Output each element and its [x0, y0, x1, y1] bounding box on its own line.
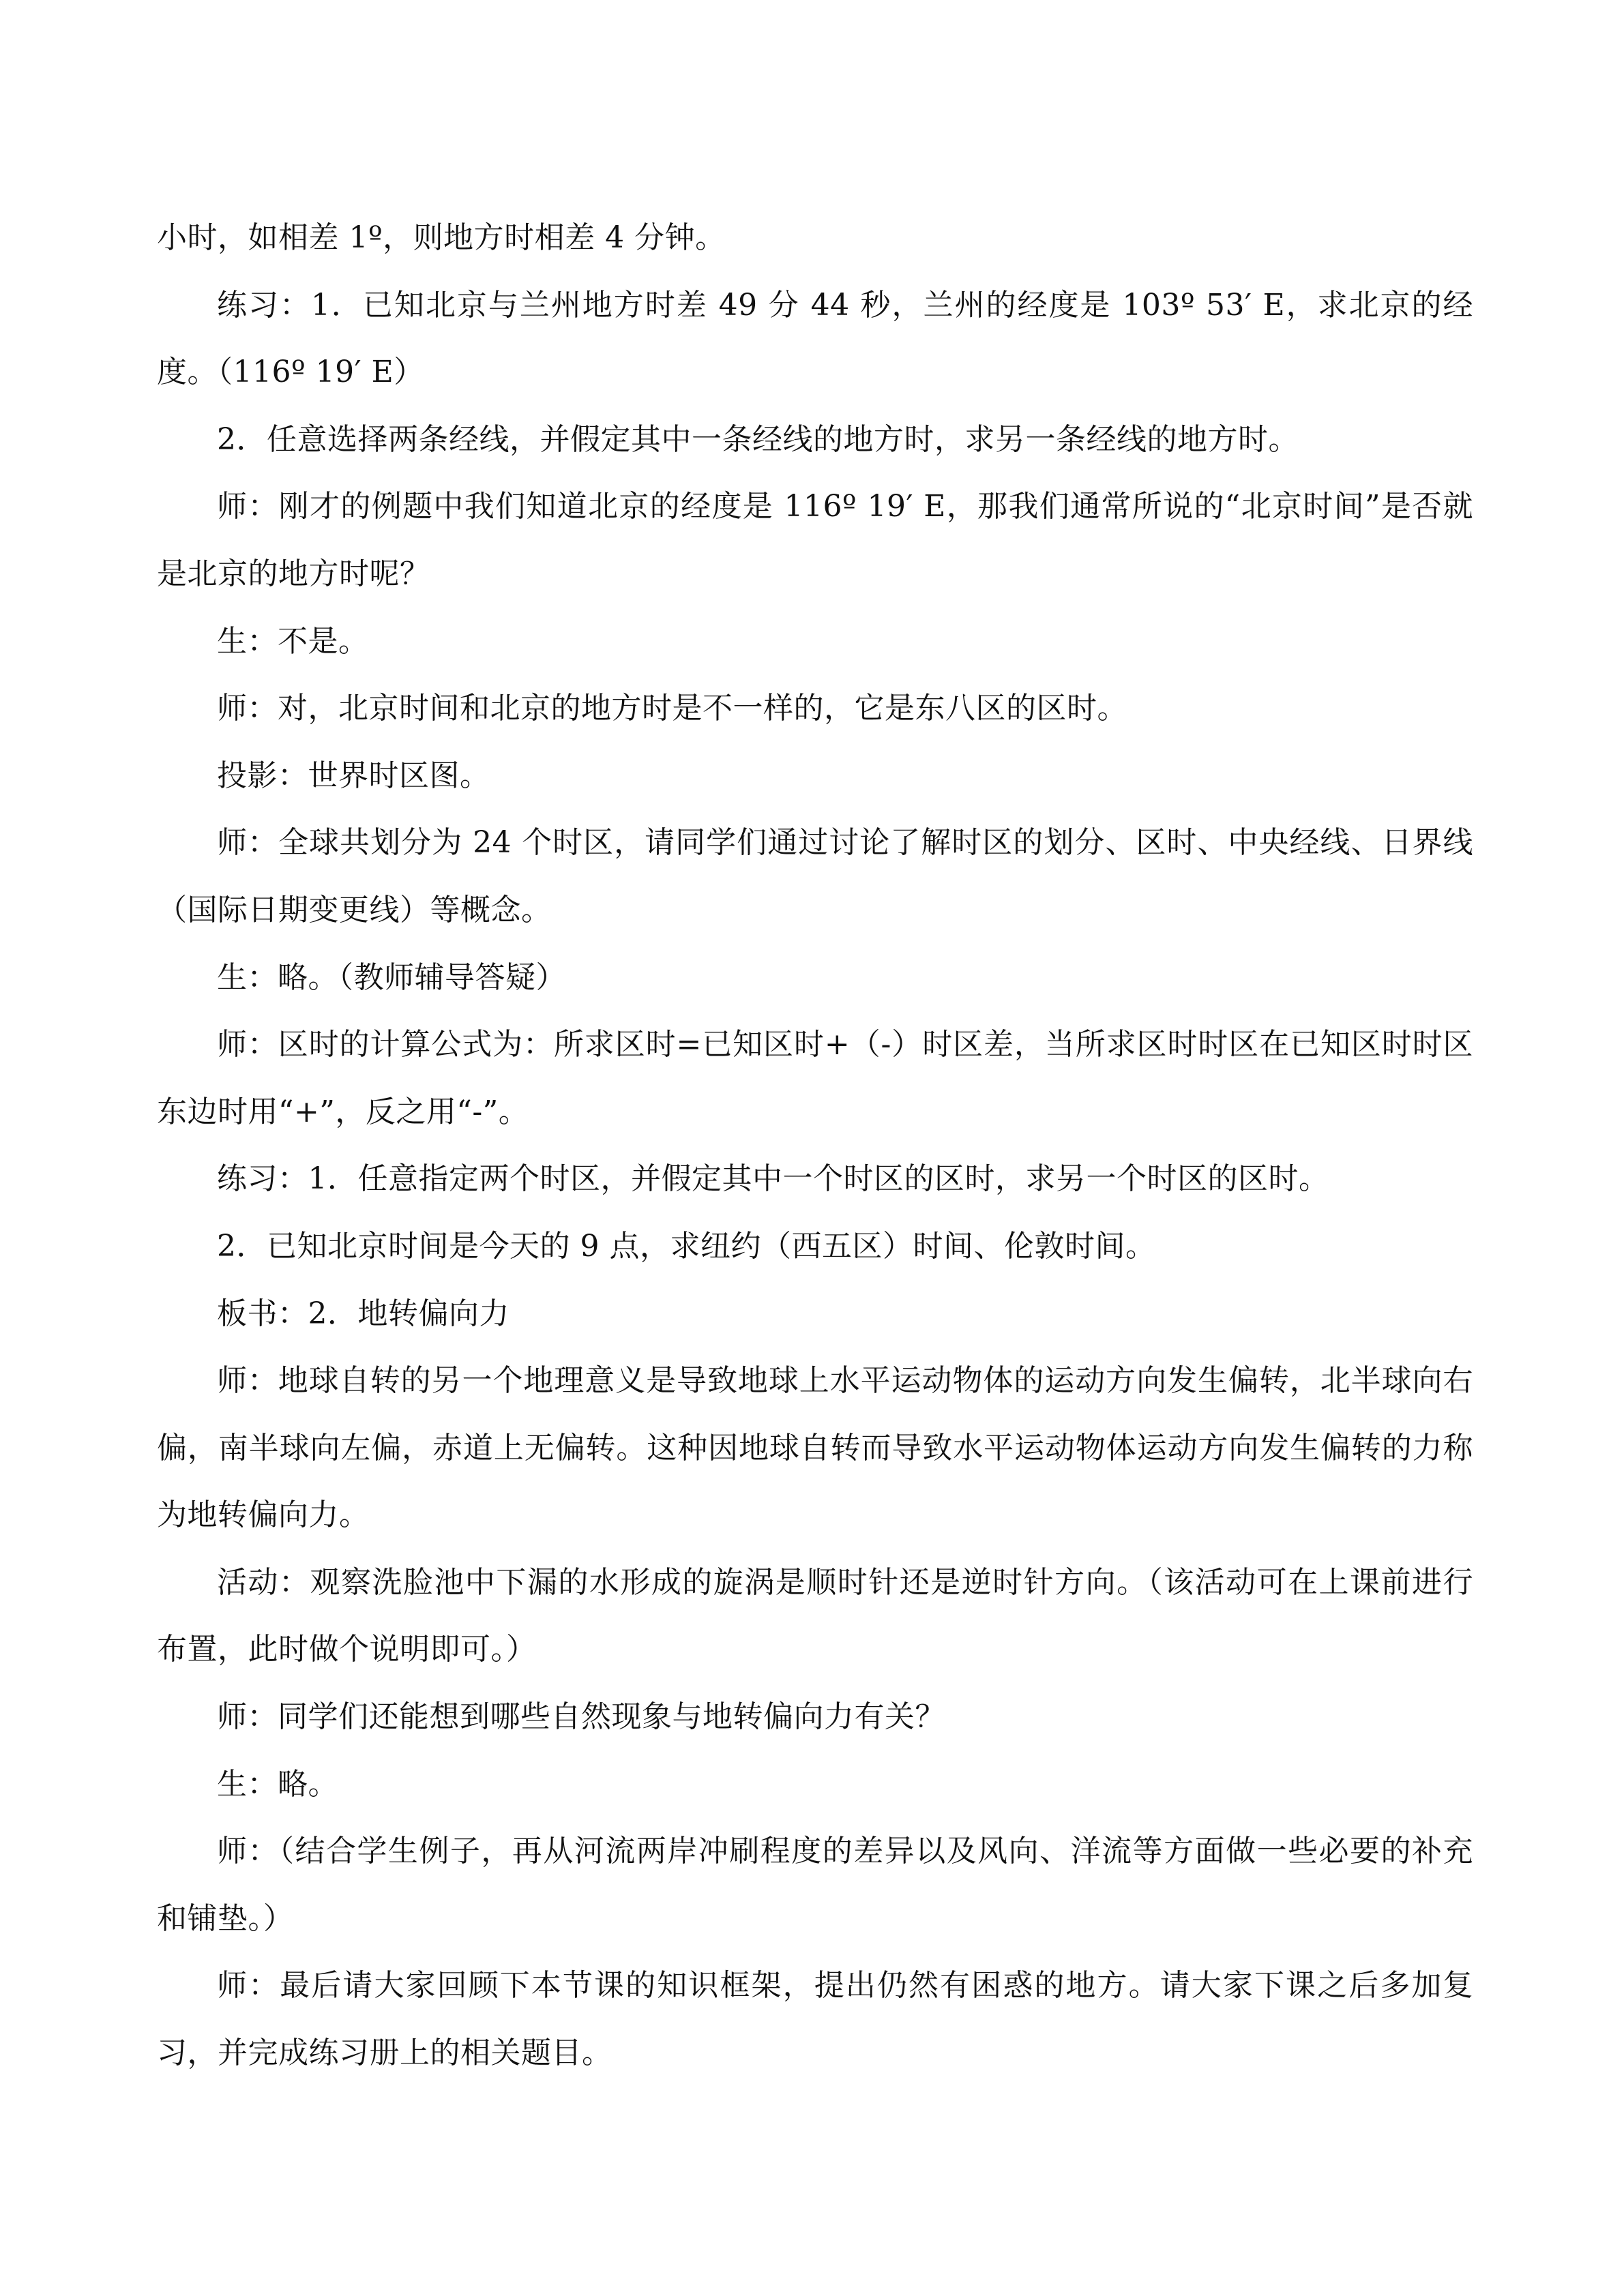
paragraph: 投影：世界时区图。 [217, 758, 490, 793]
paragraph: 师：区时的计算公式为：所求区时=已知区时+（-）时区差，当所求区时时区在已知区时时区东边时用“+”，反之用“-”。 [157, 1027, 1473, 1129]
paragraph: 板书：2．地转偏向力 [217, 1296, 510, 1331]
paragraph: 生：不是。 [217, 623, 369, 659]
paragraph: 2．任意选择两条经线，并假定其中一条经线的地方时，求另一条经线的地方时。 [217, 421, 1299, 457]
paragraph: 师：地球自转的另一个地理意义是导致地球上水平运动物体的运动方向发生偏转，北半球向右偏，南半球向左偏，赤道上无偏转。这种因地球自转而导致水平运动物体运动方向发生偏转的力称为地转偏向力。 [157, 1363, 1473, 1533]
paragraph: 师：刚才的例题中我们知道北京的经度是 116º 19′ E，那我们通常所说的“北京时间”是否就是北京的地方时呢？ [157, 489, 1473, 591]
paragraph: 师：对，北京时间和北京的地方时是不一样的，它是东八区的区时。 [217, 691, 1127, 726]
paragraph: 练习：1．任意指定两个时区，并假定其中一个时区的区时，求另一个时区的区时。 [217, 1161, 1329, 1197]
paragraph: 生：略。 [217, 1766, 338, 1802]
document-body [157, 205, 1473, 2087]
paragraph: 师：（结合学生例子，再从河流两岸冲刷程度的差异以及风向、洋流等方面做一些必要的补充和铺垫。） [157, 1834, 1473, 1936]
paragraph: 小时，如相差 1º，则地方时相差 4 分钟。 [157, 220, 726, 255]
paragraph: 活动：观察洗脸池中下漏的水形成的旋涡是顺时针还是逆时针方向。（该活动可在上课前进行布置，此时做个说明即可。） [157, 1564, 1473, 1667]
paragraph: 生：略。（教师辅导答疑） [217, 959, 566, 995]
paragraph: 2．已知北京时间是今天的 9 点，求纽约（西五区）时间、伦敦时间。 [217, 1228, 1156, 1264]
paragraph: 师：全球共划分为 24 个时区，请同学们通过讨论了解时区的划分、区时、中央经线、日界线（国际日期变更线）等概念。 [157, 825, 1473, 927]
paragraph: 师：最后请大家回顾下本节课的知识框架，提出仍然有困惑的地方。请大家下课之后多加复习，并完成练习册上的相关题目。 [157, 1968, 1473, 2071]
paragraph: 练习：1．已知北京与兰州地方时差 49 分 44 秒，兰州的经度是 103º 53′ E，求北京的经度。（116º 19′ E） [157, 287, 1473, 390]
paragraph: 师：同学们还能想到哪些自然现象与地转偏向力有关？ [217, 1699, 945, 1735]
